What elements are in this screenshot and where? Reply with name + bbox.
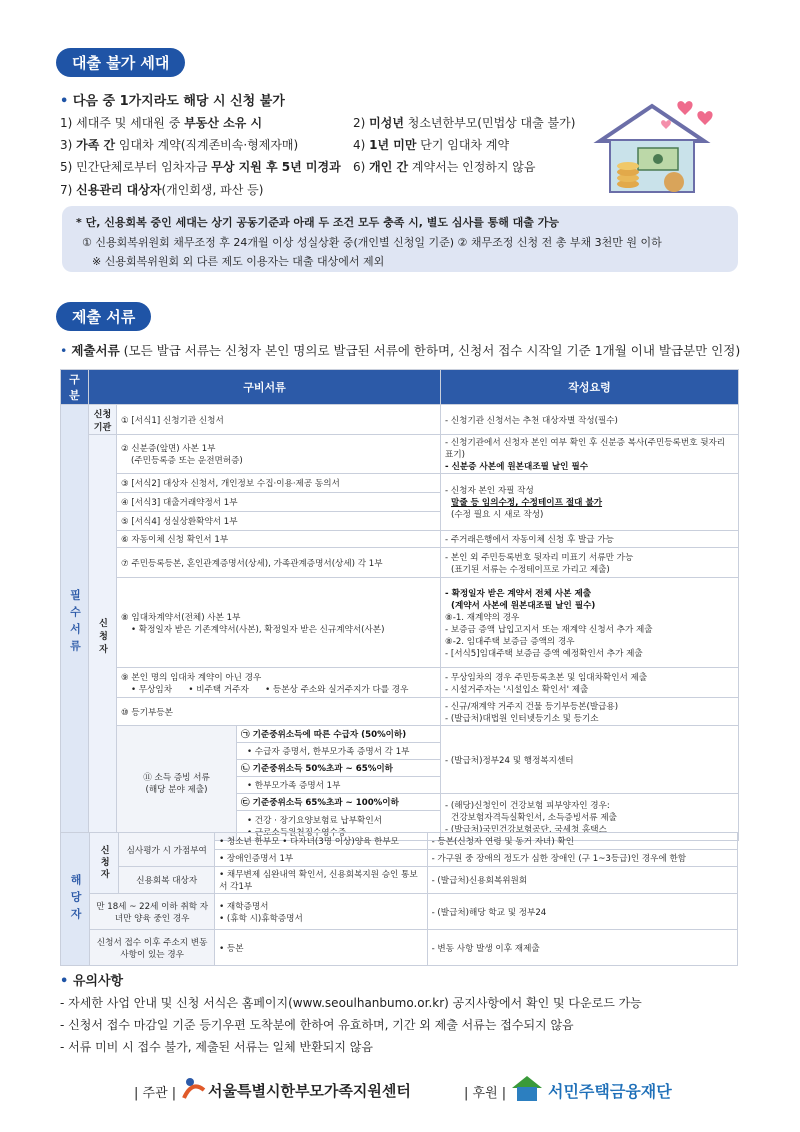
footer-sponsor-name: 서민주택금융재단 bbox=[548, 1082, 672, 1101]
applicable-table bbox=[60, 832, 738, 966]
doc-row-9: ⑨ 본인 명의 임대차 계약이 아닌 경우 • 무상임차 • 비주택 거주자 • 등본상 주소와 실거주지가 다를 경우 bbox=[117, 668, 441, 698]
applicable-credit: 신용회복 대상자 bbox=[119, 867, 215, 894]
footer-host-label: | 주관 | bbox=[134, 1086, 177, 1101]
ineligible-item-5: 5) 민간단체로부터 임차자금 무상 지원 후 5년 미경과 bbox=[60, 160, 341, 174]
note-line-3: ※ 신용회복위원회 외 다른 제도 이용자는 대출 대상에서 제외 bbox=[92, 255, 385, 268]
col-documents: 구비서류 bbox=[89, 370, 441, 405]
doc-row-7: ⑦ 주민등록등본, 혼인관계증명서(상세), 가족관계증명서(상세) 각 1부 bbox=[117, 548, 441, 578]
applicable-student: 만 18세 ~ 22세 이하 취학 자녀만 양육 중인 경우 bbox=[90, 894, 215, 930]
doc-row-3: ③ [서식2] 대상자 신청서, 개인정보 수집·이용·제공 동의서 bbox=[117, 474, 441, 493]
col-guide: 작성요령 bbox=[441, 370, 739, 405]
footer-host-name: 서울특별시한부모가족지원센터 bbox=[208, 1082, 411, 1100]
income-b-title: ㉡ 기준중위소득 50%초과 ~ 65%이하 bbox=[237, 760, 441, 777]
income-c-item: • 건강 · 장기요양보험료 납부확인서 • 근로소득원천징수영수증 bbox=[237, 811, 441, 841]
applicable-address: 신청서 접수 이후 주소지 변동 사항이 있는 경우 bbox=[90, 930, 215, 966]
caution-line-1: - 자세한 사업 안내 및 신청 서식은 홈페이지(www.seoulhanbumo.or.kr) 공지사항에서 확인 및 다운로드 가능 bbox=[60, 996, 642, 1010]
doc-row-4: ④ [서식3] 대출거래약정서 1부 bbox=[117, 493, 441, 512]
ineligible-item-6: 6) 개인 간 계약서는 인정하지 않음 bbox=[353, 160, 536, 174]
seoul-center-logo-icon bbox=[182, 1076, 206, 1100]
documents-heading: • 제출서류 (모든 발급 서류는 신청자 본인 명의로 발급된 서류에 한하며, 신청서 접수 시작일 기준 1개월 이내 발급분만 인정) bbox=[60, 343, 741, 358]
ineligible-item-7: 7) 신용관리 대상자(개인회생, 파산 등) bbox=[60, 183, 264, 197]
col-category: 구분 bbox=[61, 370, 89, 405]
guide-row-1: - 신청기관 신청서는 추천 대상자별 작성(필수) bbox=[441, 405, 739, 435]
note-line-1: * 단, 신용회복 중인 세대는 상기 공동기준과 아래 두 조건 모두 충족 시, 별도 심사를 통해 대출 가능 bbox=[76, 216, 559, 229]
guide-row-7: - 본인 외 주민등록번호 뒷자리 미표기 서류만 가능 (표기된 서류는 수정테이프로 가리고 제출) bbox=[441, 548, 739, 578]
income-a-title: ㉠ 기준중위소득에 따른 수급자 (50%이하) bbox=[237, 726, 441, 743]
applicable-bonus: 심사평가 시 가점부여 bbox=[119, 833, 215, 867]
doc-row-5: ⑤ [서식4] 성실상환확약서 1부 bbox=[117, 512, 441, 531]
guide-row-8: - 확정일자 받은 계약서 전체 사본 제출 (계약서 사본에 원본대조필 날인 필수) ⑧-1. 재계약의 경우 - 보증금 증액 납입고지서 또는 재계약 신청서 추가 제출 ⑧-2. 임대주택 보증금 증액의 경우 - [서식5]임대주택 보증금 증액 예정확인서 추가 제출 bbox=[441, 578, 739, 668]
applicable-sub-applicant: 신청자 bbox=[90, 833, 119, 894]
category-required: 필수서류 bbox=[61, 405, 89, 841]
doc-row-8: ⑧ 임대차계약서(전체) 사본 1부 • 확정일자 받은 기존계약서(사본), 확정일자 받은 신규계약서(사본) bbox=[117, 578, 441, 668]
documents-table bbox=[60, 369, 739, 841]
house-money-illustration bbox=[590, 96, 720, 196]
guide-row-11c: - (해당)신청인이 건강보험 피부양자인 경우: 건강보험자격득실확인서, 소득증빙서류 제출 - (발급처)국민건강보험공단, 국세청 홈택스 bbox=[441, 794, 739, 841]
caution-line-3: - 서류 미비 시 접수 불가, 제출된 서류는 일체 반환되지 않음 bbox=[60, 1040, 373, 1054]
applicable-guide-1b: - 가구원 중 장애의 정도가 심한 장애인 (구 1~3등급)인 경우에 한함 bbox=[427, 850, 737, 867]
applicable-doc-3: • 재학증명서 • (휴학 시)휴학증명서 bbox=[215, 894, 427, 930]
doc-row-6: ⑥ 자동이체 신청 확인서 1부 bbox=[117, 531, 441, 548]
applicable-doc-1b: • 장애인증명서 1부 bbox=[215, 850, 427, 867]
section-title-documents: 제출 서류 bbox=[56, 302, 151, 331]
footer-sponsor-label: | 후원 | bbox=[464, 1086, 507, 1101]
guide-row-10: - 신규/재계약 거주지 건물 등기부등본(발급용) - (발급처)대법원 인터넷등기소 및 등기소 bbox=[441, 698, 739, 726]
guide-row-6: - 주거래은행에서 자동이체 신청 후 발급 가능 bbox=[441, 531, 739, 548]
doc-row-2: ② 신분증(앞면) 사본 1부 (주민등록증 또는 운전면허증) bbox=[117, 435, 441, 474]
ineligible-heading: • 다음 중 1가지라도 해당 시 신청 불가 bbox=[60, 90, 285, 109]
doc-row-1: ① [서식1] 신청기관 신청서 bbox=[117, 405, 441, 435]
ineligible-item-1: 1) 세대주 및 세대원 중 부동산 소유 시 bbox=[60, 116, 263, 130]
house-finance-logo-icon bbox=[510, 1074, 544, 1102]
sub-org: 신청기관 bbox=[89, 405, 117, 435]
income-b-item: • 한부모가족 증명서 1부 bbox=[237, 777, 441, 794]
ineligible-item-3: 3) 가족 간 임대차 계약(직계존비속·형제자매) bbox=[60, 138, 299, 152]
note-line-2: ① 신용회복위원회 채무조정 후 24개월 이상 성실상환 중(개인별 신청일 기준) ② 채무조정 신청 전 총 부채 3천만 원 이하 bbox=[82, 236, 662, 249]
guide-row-345: - 신청자 본인 자필 작성 말줄 등 임의수정, 수정테이프 절대 불가 (수정 필요 시 새로 작성) bbox=[441, 474, 739, 531]
applicable-guide-2: - (발급처)신용회복위원회 bbox=[427, 867, 737, 894]
ineligible-item-2: 2) 미성년 청소년한부모(민법상 대출 불가) bbox=[353, 116, 576, 130]
caution-line-2: - 신청서 접수 마감일 기준 등기우편 도착분에 한하여 유효하며, 기간 외 제출 서류는 접수되지 않음 bbox=[60, 1018, 574, 1032]
doc-row-10: ⑩ 등기부등본 bbox=[117, 698, 441, 726]
applicable-guide-1a: - 등본(신청자 연령 및 동거 자녀) 확인 bbox=[427, 833, 737, 850]
income-a-item: • 수급자 증명서, 한부모가족 증명서 각 1부 bbox=[237, 743, 441, 760]
guide-row-11ab: - (발급처)정부24 및 행정복지센터 bbox=[441, 726, 739, 794]
applicable-guide-3: - (발급처)해당 학교 및 정부24 bbox=[427, 894, 737, 930]
applicable-doc-4: • 등본 bbox=[215, 930, 427, 966]
guide-row-2: - 신청기관에서 신청자 본인 여부 확인 후 신분증 복사(주민등록번호 뒷자리 표기) - 신분증 사본에 원본대조필 날인 필수 bbox=[441, 435, 739, 474]
credit-recovery-note bbox=[62, 206, 738, 272]
applicable-doc-2: • 채무변제 심완내역 확인서, 신용회복지원 승인 통보서 각1부 bbox=[215, 867, 427, 894]
section-title-ineligible: 대출 불가 세대 bbox=[56, 48, 185, 77]
ineligible-item-4: 4) 1년 미만 단기 임대차 계약 bbox=[353, 138, 510, 152]
sub-applicant: 신청자 bbox=[89, 435, 117, 841]
income-c-title: ㉢ 기준중위소득 65%초과 ~ 100%이하 bbox=[237, 794, 441, 811]
doc-row-11: ⑪ 소득 증빙 서류 (해당 분야 제출) bbox=[117, 726, 237, 841]
cautions-heading: • 유의사항 bbox=[60, 970, 123, 989]
applicable-guide-4: - 변동 사항 발생 이후 재제출 bbox=[427, 930, 737, 966]
applicable-doc-1a: • 청소년 한부모 • 다자녀(3명 이상)양육 한부모 bbox=[215, 833, 427, 850]
guide-row-9: - 무상임차의 경우 주민등록초본 및 임대차확인서 제출 - 시설거주자는 '시설입소 확인서' 제출 bbox=[441, 668, 739, 698]
category-applicable: 해당자 bbox=[61, 833, 90, 966]
